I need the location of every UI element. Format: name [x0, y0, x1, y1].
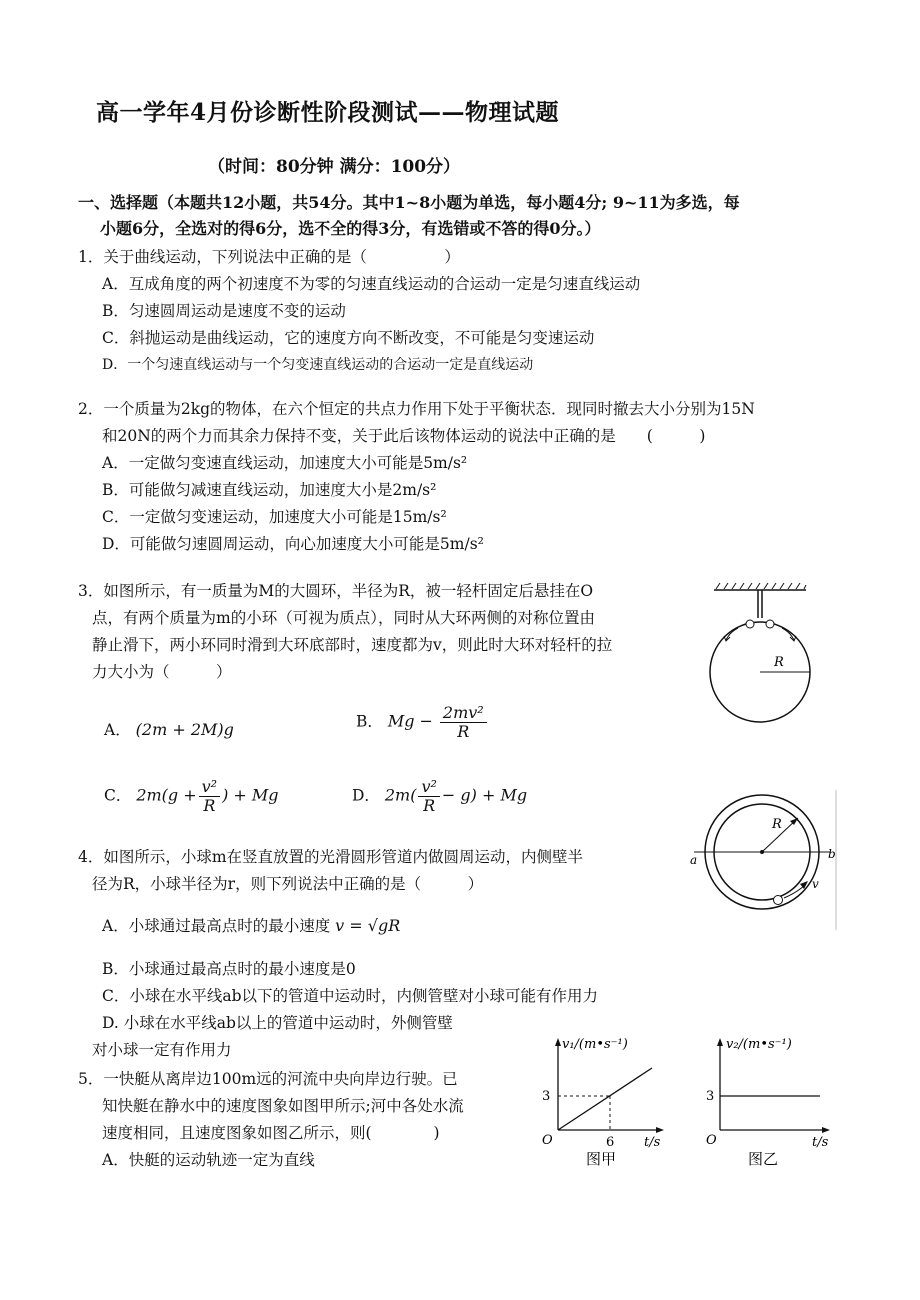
option-a-expression: v = √gR	[335, 916, 401, 935]
question-1-option-c: C．斜抛运动是曲线运动，它的速度方向不断改变，不可能是匀变速运动	[102, 329, 595, 347]
y-tick-label: 3	[542, 1089, 551, 1104]
option-d-numerator: v²	[418, 778, 439, 797]
question-1-stem: 1．关于曲线运动，下列说法中正确的是（ ）	[78, 248, 460, 266]
exam-subtitle: （时间：80分钟 满分：100分）	[208, 157, 461, 177]
question-2-option-a: A．一定做匀变速直线运动，加速度大小可能是5m/s²	[102, 454, 468, 472]
option-label: B．	[356, 712, 383, 731]
hanging-ring-figure	[700, 580, 820, 740]
option-label: C．	[104, 786, 132, 805]
option-c-post: ) + Mg	[222, 785, 279, 805]
radius-label: R	[772, 817, 782, 832]
graph-caption: 图乙	[748, 1150, 779, 1168]
radius-label: R	[774, 655, 784, 670]
question-3-option-b	[356, 704, 489, 741]
x-tick-label: 6	[606, 1135, 615, 1150]
question-3-line-3: 静止滑下，两小环同时滑到大环底部时，速度都为v，则此时大环对轻杆的拉	[92, 636, 613, 654]
graph-caption: 图甲	[586, 1150, 617, 1168]
question-5-line-1: 5．一快艇从离岸边100m远的河流中央向岸边行驶。已	[78, 1070, 458, 1088]
origin-label: O	[542, 1133, 553, 1148]
option-c-denominator: R	[203, 796, 216, 815]
question-4-option-d-line-1: D. 小球在水平线ab以上的管道中运动时，外侧管壁	[102, 1014, 453, 1032]
question-3-option-d	[352, 778, 527, 815]
question-5	[78, 1066, 464, 1174]
question-4-options	[102, 956, 598, 1037]
question-4-option-a	[102, 912, 400, 940]
section-line-1: 一、选择题（本题共12小题，共54分。其中1~8小题为单选，每小题4分; 9~11为多选，每	[78, 193, 740, 212]
section-line-2: 小题6分，全选对的得6分，选不全的得3分，有选错或不答的得0分。）	[100, 219, 601, 238]
question-5-line-3: 速度相同，且速度图象如图乙所示，则( )	[102, 1124, 440, 1142]
question-4-option-d-line-2: 对小球一定有作用力	[92, 1041, 232, 1059]
question-5-option-a: A．快艇的运动轨迹一定为直线	[102, 1151, 315, 1169]
question-1-option-a: A．互成角度的两个初速度不为零的匀速直线运动的合运动一定是匀速直线运动	[102, 275, 641, 293]
question-2	[78, 396, 755, 558]
question-3-option-c	[104, 778, 279, 815]
point-a-label: a	[690, 853, 698, 867]
question-2-option-d: D．可能做匀速圆周运动，向心加速度大小可能是5m/s²	[102, 535, 484, 553]
option-b-denominator: R	[457, 722, 470, 741]
x-axis-label: t/s	[644, 1135, 661, 1150]
question-1-option-b: B．匀速圆周运动是速度不变的运动	[102, 302, 346, 320]
option-label: D．	[352, 786, 380, 805]
y-axis-label: v₁/(m•s⁻¹)	[562, 1037, 628, 1052]
option-d-pre: 2m(	[384, 785, 417, 805]
option-d-post: − g) + Mg	[441, 785, 528, 805]
y-tick-label: 3	[706, 1089, 715, 1104]
question-2-stem-line-2: 和20N的两个力而其余力保持不变，关于此后该物体运动的说法中正确的是 ( )	[102, 427, 706, 445]
question-4-option-b: B．小球通过最高点时的最小速度是0	[102, 960, 356, 978]
question-2-stem-line-1: 2．一个质量为2kg的物体，在六个恒定的共点力作用下处于平衡状态．现同时撤去大小分别为15N	[78, 400, 755, 418]
point-b-label: b	[828, 847, 836, 861]
option-d-denominator: R	[423, 796, 436, 815]
x-axis-label: t/s	[812, 1135, 829, 1150]
question-3	[78, 578, 612, 686]
question-1	[78, 244, 640, 379]
question-1-option-d: D．一个匀速直线运动与一个匀变速直线运动的合运动一定是直线运动	[102, 357, 534, 373]
velocity-label: v	[812, 877, 819, 891]
question-3-line-2: 点，有两个质量为m的小环（可视为质点），同时从大环两侧的对称位置由	[92, 609, 595, 627]
question-3-line-4: 力大小为（ ）	[92, 663, 232, 681]
velocity-line	[558, 1068, 652, 1130]
option-b-pre: Mg −	[387, 711, 433, 731]
option-b-numerator: 2mv²	[440, 704, 487, 723]
question-5-line-2: 知快艇在静水中的速度图象如图甲所示;河中各处水流	[102, 1097, 464, 1115]
page-title: 高一学年4月份诊断性阶段测试——物理试题	[96, 99, 560, 126]
graph-yi	[696, 1030, 840, 1176]
section-heading	[78, 190, 858, 242]
option-a-text: A．小球通过最高点时的最小速度	[102, 917, 331, 935]
option-c-numerator: v²	[199, 778, 220, 797]
graph-jia	[530, 1030, 670, 1176]
question-2-option-b: B．可能做匀减速直线运动，加速度大小是2m/s²	[102, 481, 437, 499]
option-a-expression: (2m + 2M)g	[135, 720, 234, 739]
option-label: A．	[104, 721, 131, 739]
y-axis-label: v₂/(m•s⁻¹)	[726, 1037, 792, 1052]
option-c-pre: 2m(g +	[136, 785, 197, 805]
question-3-line-1: 3．如图所示，有一质量为M的大圆环，半径为R，被一轻杆固定后悬挂在O	[78, 582, 594, 600]
circular-tube-figure	[688, 790, 840, 930]
question-2-option-c: C．一定做匀变速运动，加速度大小可能是15m/s²	[102, 508, 447, 526]
origin-label: O	[706, 1133, 717, 1148]
question-4-line-1: 4．如图所示，小球m在竖直放置的光滑圆形管道内做圆周运动，内侧壁半	[78, 848, 584, 866]
question-4-line-2: 径为R，小球半径为r，则下列说法中正确的是（ ）	[92, 875, 484, 893]
question-4	[78, 844, 583, 898]
question-3-option-a	[104, 716, 234, 744]
question-4-option-c: C．小球在水平线ab以下的管道中运动时，内侧管壁对小球可能有作用力	[102, 987, 599, 1005]
